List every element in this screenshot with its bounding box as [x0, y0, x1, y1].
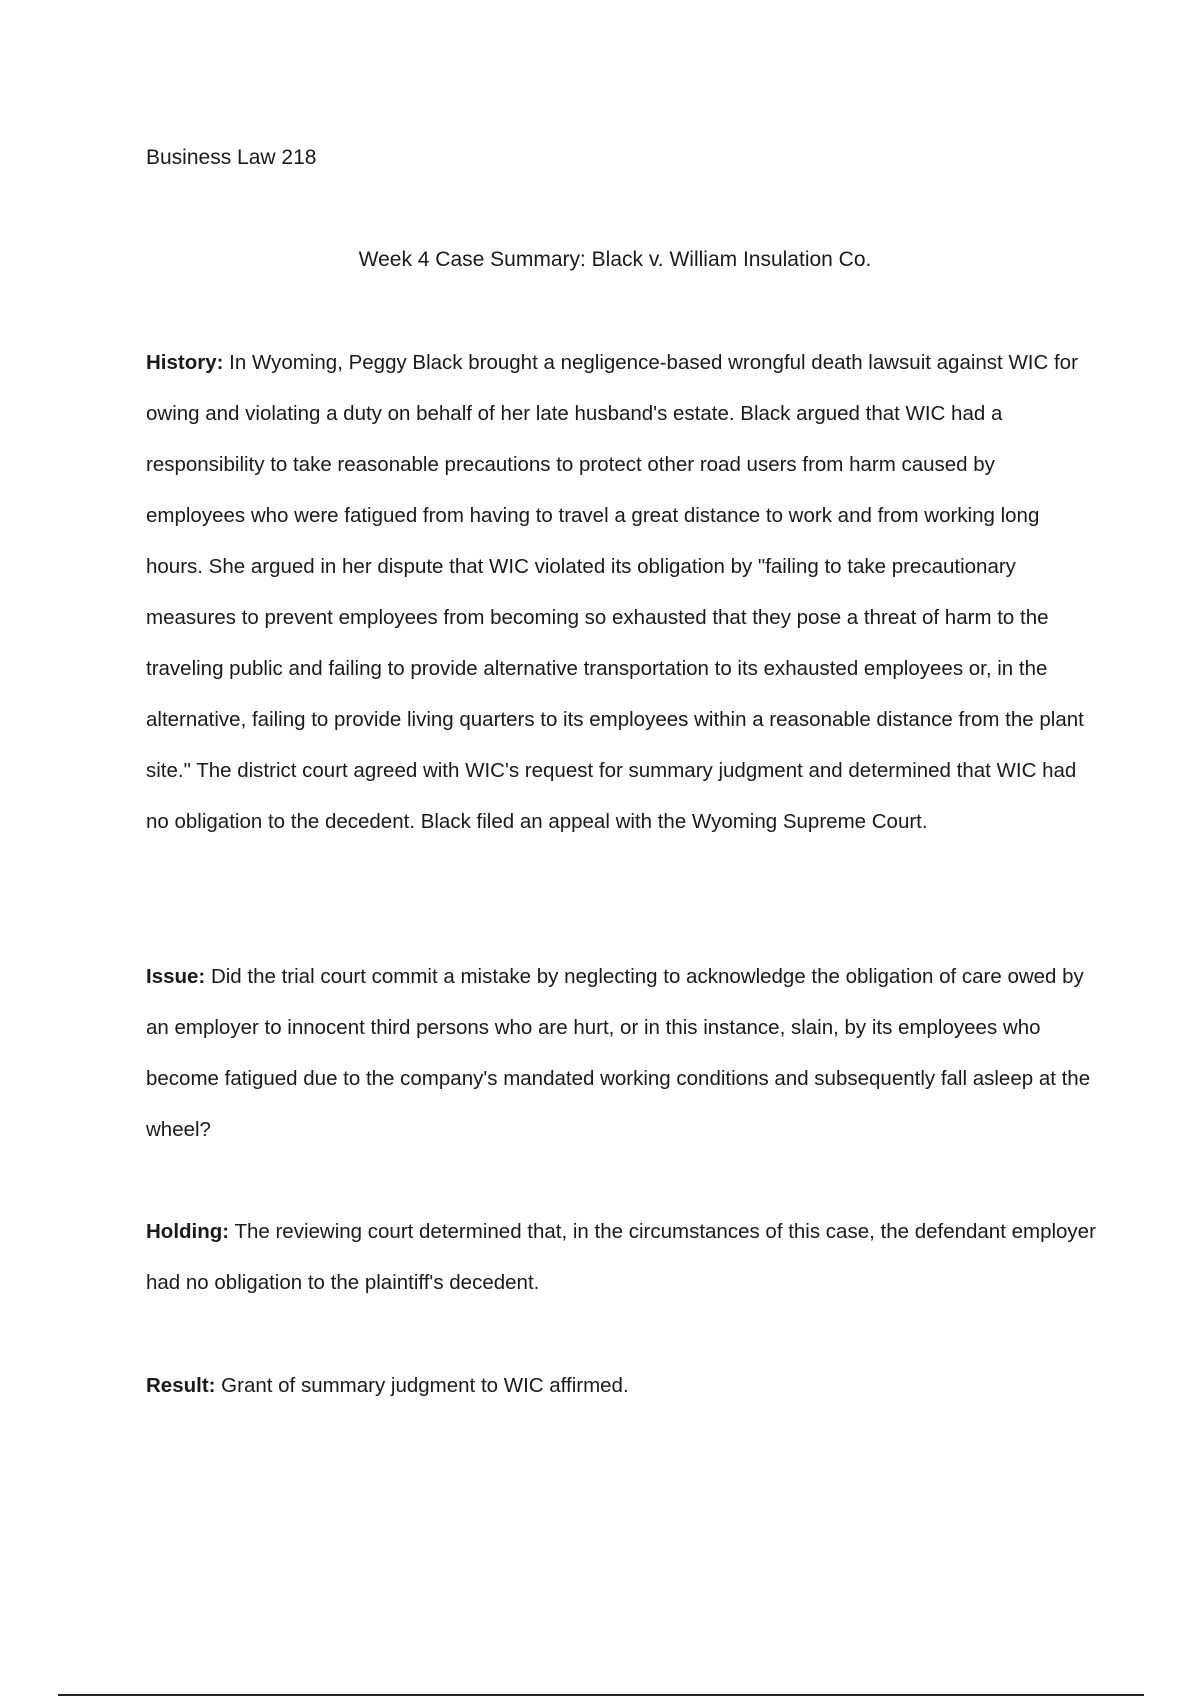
- issue-label: Issue:: [146, 965, 206, 988]
- holding-text: The reviewing court determined that, in the circumstances of this case, the defendant employer had no obligation to the plaintiff's decedent.: [146, 1220, 1096, 1294]
- page-bottom-divider: [58, 1694, 1144, 1696]
- history-text: In Wyoming, Peggy Black brought a negligence-based wrongful death lawsuit against WIC for owing and violating a duty on behalf of her late husband's estate. Black argued that WIC had a responsibility to take reasonable precautions to protect other road users from harm caused by employees who were fatigued from having to travel a great distance to work and from working long hours. She argued in her dispute that WIC violated its obligation by "failing to take precautionary measures to prevent employees from becoming so exhausted that they pose a threat of harm to the traveling public and failing to provide alternative transportation to its exhausted employees or, in the alternative, failing to provide living quarters to its employees within a reasonable distance from the plant site." The district court agreed with WIC's request for summary judgment and determined that WIC had no obligation to the decedent. Black filed an appeal with the Wyoming Supreme Court.: [146, 351, 1084, 833]
- document-title: Week 4 Case Summary: Black v. William Insulation Co.: [358, 248, 872, 271]
- result-text: Grant of summary judgment to WIC affirmed.: [215, 1374, 629, 1397]
- result-label: Result:: [146, 1374, 216, 1397]
- course-name: Business Law 218: [146, 146, 317, 169]
- result-section: [146, 1360, 1096, 1411]
- history-label: History:: [146, 351, 224, 374]
- history-section: [146, 337, 1096, 847]
- issue-text: Did the trial court commit a mistake by neglecting to acknowledge the obligation of care owed by an employer to innocent third persons who are hurt, or in this instance, slain, by its employees who become fatigued due to the company's mandated working conditions and subsequently fall asleep at the wheel?: [146, 965, 1091, 1141]
- holding-section: [146, 1206, 1096, 1308]
- holding-label: Holding:: [146, 1220, 230, 1243]
- issue-section: [146, 951, 1096, 1155]
